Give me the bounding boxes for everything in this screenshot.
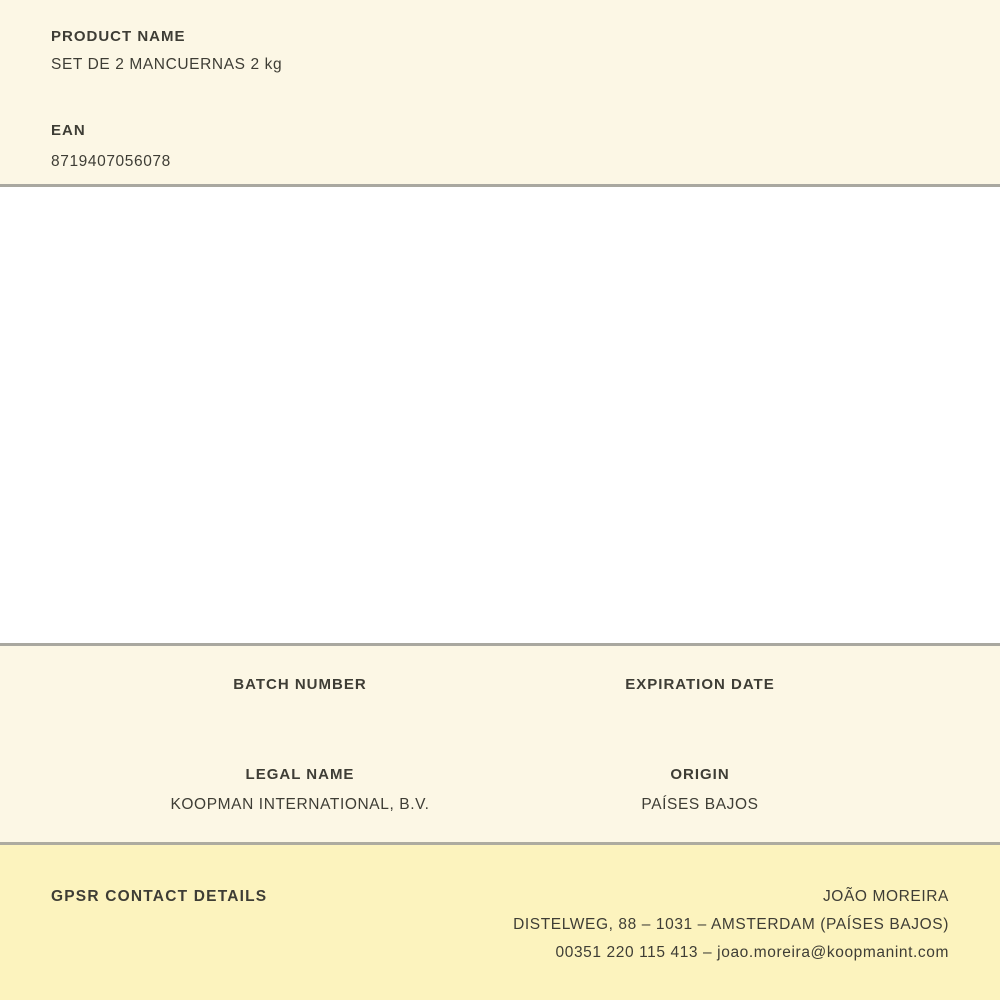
origin-label: ORIGIN — [670, 766, 730, 783]
product-name-label: PRODUCT NAME — [51, 28, 186, 45]
batch-number-field — [100, 676, 500, 766]
product-header-section — [0, 0, 1000, 187]
gpsr-contact-info — [513, 883, 949, 967]
gpsr-contact-label: GPSR CONTACT DETAILS — [51, 888, 268, 905]
details-section — [0, 646, 1000, 845]
expiration-date-label: EXPIRATION DATE — [625, 676, 775, 693]
product-name-value: SET DE 2 MANCUERNAS 2 kg — [51, 56, 283, 73]
product-image-area — [0, 187, 1000, 646]
contact-address: DISTELWEG, 88 – 1031 – AMSTERDAM (PAÍSES BAJOS) — [513, 916, 949, 933]
ean-label: EAN — [51, 122, 86, 139]
gpsr-contact-section — [0, 845, 1000, 1000]
legal-name-label: LEGAL NAME — [245, 766, 355, 783]
origin-field — [500, 766, 900, 856]
expiration-date-field — [500, 676, 900, 766]
ean-value: 8719407056078 — [51, 153, 171, 170]
details-left-column — [100, 676, 500, 842]
details-right-column — [500, 676, 900, 842]
contact-person-name: JOÃO MOREIRA — [822, 888, 949, 905]
legal-name-field — [100, 766, 500, 856]
legal-name-value: KOOPMAN INTERNATIONAL, B.V. — [170, 796, 430, 813]
batch-number-label: BATCH NUMBER — [233, 676, 367, 693]
contact-phone-email: 00351 220 115 413 – joao.moreira@koopmanint.com — [555, 944, 949, 961]
origin-value: PAÍSES BAJOS — [641, 796, 759, 813]
